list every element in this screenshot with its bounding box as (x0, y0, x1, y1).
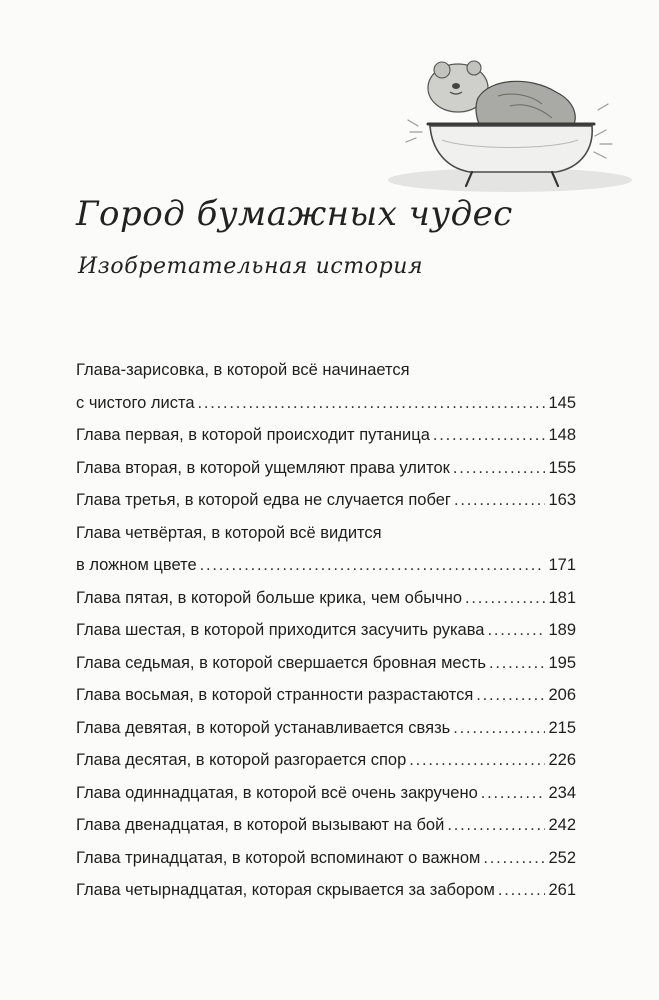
toc-line (76, 484, 576, 517)
toc-entry[interactable] (76, 582, 576, 615)
toc-entry[interactable] (76, 517, 576, 582)
toc-entry[interactable] (76, 842, 576, 875)
dot-leader (483, 842, 545, 875)
toc-entry[interactable] (76, 712, 576, 745)
toc-line (76, 679, 576, 712)
toc-line (76, 387, 576, 420)
dot-leader (433, 419, 546, 452)
section-subtitle: Изобретательная история (78, 254, 424, 279)
toc-entry[interactable] (76, 679, 576, 712)
dot-leader (454, 484, 546, 517)
toc-line (76, 354, 576, 387)
toc-page-number: 234 (548, 783, 576, 802)
toc-entry-title: Глава первая, в которой происходит путаница (76, 426, 430, 444)
toc-line (76, 614, 576, 647)
toc-entry-title: Глава третья, в которой едва не случается побег (76, 491, 451, 509)
dot-leader (447, 809, 545, 842)
toc-line (76, 419, 576, 452)
toc-entry-title: Глава двенадцатая, в которой вызывают на бой (76, 816, 445, 834)
toc-line (76, 582, 576, 615)
toc-page-number: 163 (548, 491, 576, 509)
toc-entry[interactable] (76, 452, 576, 485)
toc-line (76, 842, 576, 875)
toc-page-number: 189 (548, 621, 576, 639)
toc-entry-title: с чистого листа (76, 393, 195, 412)
toc-entry[interactable] (76, 647, 576, 680)
toc-page-number: 226 (548, 751, 576, 769)
toc-entry[interactable] (76, 354, 576, 419)
toc-entry-title: Глава седьмая, в которой свершается бровная месть (76, 653, 487, 672)
toc-line (76, 452, 576, 485)
toc-entry-title: Глава шестая, в которой приходится засучить рукава (76, 621, 485, 639)
dot-leader (476, 679, 545, 712)
dot-leader (465, 582, 545, 615)
toc-entry-title: Глава четвёртая, в которой всё видится (76, 523, 382, 542)
toc-line (76, 517, 576, 550)
toc-page-number: 215 (548, 718, 576, 737)
toc-entry-title: Глава вторая, в которой ущемляют права улиток (76, 458, 450, 477)
toc-page-number: 148 (548, 426, 576, 444)
toc-line (76, 874, 576, 907)
toc-page-number: 252 (548, 848, 576, 867)
section-title: Город бумажных чудес (76, 194, 513, 234)
toc-entry-title: Глава девятая, в которой устанавливается связь (76, 718, 451, 737)
toc-entry-title: Глава одиннадцатая, в которой всё очень закручено (76, 783, 478, 802)
toc-entry-title: в ложном цвете (76, 556, 197, 574)
bathtub-bear-illustration (380, 40, 640, 200)
toc-page-number: 145 (548, 393, 576, 412)
toc-entry[interactable] (76, 777, 576, 810)
dot-leader (200, 549, 546, 582)
toc-line (76, 809, 576, 842)
toc-entry-title: Глава-зарисовка, в которой всё начинается (76, 361, 410, 379)
toc-entry-title: Глава четырнадцатая, которая скрывается за забором (76, 881, 495, 899)
toc-page-number: 261 (548, 881, 576, 899)
table-of-contents (76, 354, 576, 907)
toc-page-number: 155 (548, 458, 576, 477)
toc-entry-title: Глава десятая, в которой разгорается спор (76, 751, 407, 769)
toc-page-number: 195 (548, 653, 576, 672)
toc-entry-title: Глава восьмая, в которой странности разрастаются (76, 686, 474, 704)
toc-entry[interactable] (76, 809, 576, 842)
toc-entry[interactable] (76, 614, 576, 647)
toc-entry[interactable] (76, 484, 576, 517)
toc-line (76, 647, 576, 680)
toc-page-number: 171 (548, 556, 576, 574)
toc-entry[interactable] (76, 419, 576, 452)
dot-leader (409, 744, 545, 777)
toc-page-number: 206 (548, 686, 576, 704)
dot-leader (481, 777, 546, 810)
toc-entry[interactable] (76, 874, 576, 907)
toc-line (76, 777, 576, 810)
dot-leader (498, 874, 546, 907)
toc-line (76, 549, 576, 582)
toc-line (76, 744, 576, 777)
dot-leader (489, 647, 545, 680)
dot-leader (487, 614, 545, 647)
dot-leader (453, 452, 546, 485)
toc-entry-title: Глава пятая, в которой больше крика, чем обычно (76, 588, 463, 607)
toc-entry[interactable] (76, 744, 576, 777)
dot-leader (198, 387, 546, 420)
toc-page-number: 242 (548, 816, 576, 834)
toc-page-number: 181 (548, 588, 576, 607)
toc-entry-title: Глава тринадцатая, в которой вспоминают о важном (76, 848, 481, 867)
toc-line (76, 712, 576, 745)
dot-leader (453, 712, 545, 745)
